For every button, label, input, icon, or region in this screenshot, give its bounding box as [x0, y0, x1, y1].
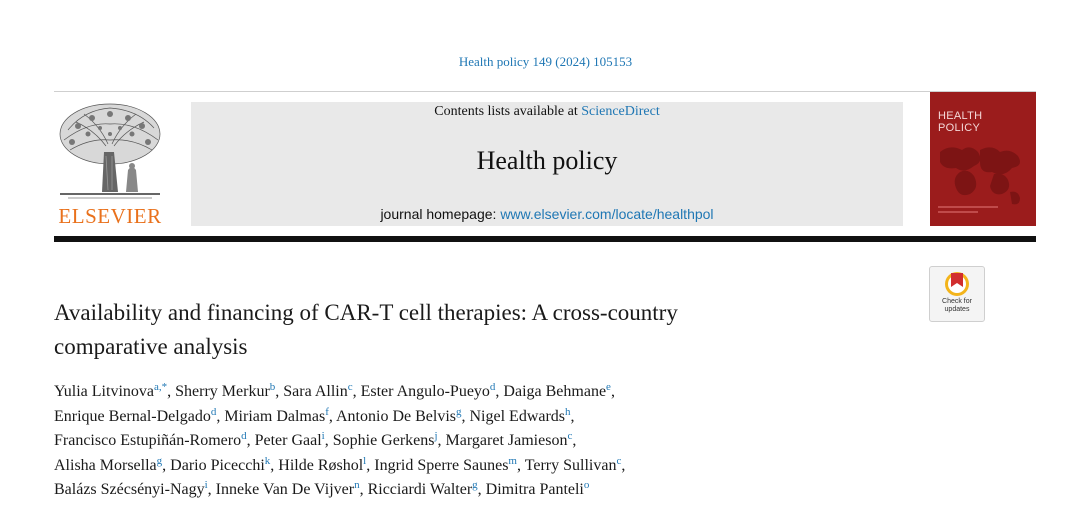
journal-cover-image[interactable]: [930, 92, 1036, 226]
author-affiliation-marker[interactable]: k: [264, 454, 271, 467]
cover-title-line1: HEALTH: [938, 110, 983, 122]
article-title-line1: Availability and financing of CAR-T cell therapies: A cross-country: [54, 300, 678, 325]
homepage-prefix: journal homepage:: [380, 206, 501, 222]
author-name[interactable]: Sophie Gerkens: [332, 432, 435, 449]
author-name[interactable]: Ester Angulo-Pueyo: [360, 383, 490, 400]
check-updates-line1: Check for: [942, 298, 972, 305]
author-affiliation-marker[interactable]: o: [583, 479, 590, 491]
author-name[interactable]: Terry Sullivan: [524, 456, 617, 474]
check-updates-icon: [930, 267, 984, 299]
journal-citation[interactable]: [0, 54, 1091, 70]
header-bottom-rule: [54, 236, 1036, 242]
author-affiliation-marker[interactable]: d: [489, 381, 496, 393]
author-line: Francisco Estupiñán-Romero$^d$, Peter Gaal$^i$, Sophie Gerkens$^j$, Margaret Jamieson$^c$,: [54, 430, 577, 449]
check-updates-label: [930, 298, 984, 314]
author-name[interactable]: Nigel Edwards: [469, 407, 566, 425]
check-for-updates-button[interactable]: [929, 266, 985, 322]
journal-homepage: [191, 206, 903, 222]
author-affiliation-marker[interactable]: f: [325, 405, 329, 418]
author-affiliation-marker[interactable]: n: [354, 479, 360, 491]
check-updates-line2: updates: [944, 306, 970, 313]
elsevier-logo[interactable]: [54, 100, 166, 228]
author-affiliation-marker[interactable]: d: [210, 405, 217, 418]
author-line: Alisha Morsella$^g$, Dario Picecchi$^k$, Hilde Røshol$^l$, Ingrid Sperre Saunes$^m$, Terry Sullivan$^c$,: [54, 454, 626, 474]
homepage-link[interactable]: www.elsevier.com/locate/healthpol: [500, 206, 714, 222]
journal-title: Health policy: [476, 146, 618, 175]
article-title-line2: comparative analysis: [54, 334, 248, 359]
author-name[interactable]: Dario Picecchi: [170, 456, 265, 474]
author-affiliation-marker[interactable]: g: [456, 405, 462, 418]
elsevier-wordmark: ELSEVIER: [58, 204, 162, 228]
author-affiliation-marker[interactable]: c: [567, 430, 573, 442]
author-affiliation-marker[interactable]: l: [363, 454, 367, 467]
author-name[interactable]: Antonio De Belvis: [336, 407, 456, 425]
author-name[interactable]: Enrique Bernal-Delgado: [54, 407, 211, 425]
author-name[interactable]: Balázs Szécsényi-Nagy: [54, 481, 205, 498]
author-name[interactable]: Ricciardi Walter: [367, 481, 473, 498]
author-list: [54, 380, 954, 503]
author-affiliation-marker[interactable]: m: [508, 454, 517, 467]
author-name[interactable]: Sara Allin: [283, 383, 348, 400]
author-name[interactable]: Inneke Van De Vijver: [215, 481, 355, 498]
author-affiliation-marker[interactable]: j: [434, 430, 438, 442]
author-affiliation-marker[interactable]: c: [347, 381, 353, 393]
author-name[interactable]: Hilde Røshol: [278, 456, 364, 474]
sciencedirect-link[interactable]: ScienceDirect: [581, 104, 660, 119]
cover-title: [938, 110, 1030, 134]
header-top-rule: [54, 91, 1036, 92]
author-line: Yulia Litvinova$^{a,*}$, Sherry Merkur$^b$, Sara Allin$^c$, Ester Angulo-Pueyo$^d$, Daiga Behmane$^e$,: [54, 381, 615, 400]
journal-banner: [191, 102, 903, 226]
author-name[interactable]: Margaret Jamieson: [445, 432, 568, 449]
author-name[interactable]: Daiga Behmane: [503, 383, 607, 400]
author-name[interactable]: Alisha Morsella: [54, 456, 157, 474]
author-affiliation-marker[interactable]: e: [606, 381, 611, 393]
author-name[interactable]: Yulia Litvinova: [54, 383, 154, 400]
author-affiliation-marker[interactable]: i: [321, 430, 325, 442]
author-affiliation-marker[interactable]: h: [565, 405, 571, 418]
author-affiliation-marker[interactable]: d: [241, 430, 247, 442]
author-affiliation-marker[interactable]: g: [472, 479, 478, 491]
author-affiliation-marker[interactable]: a,*: [153, 381, 168, 393]
author-affiliation-marker[interactable]: b: [269, 381, 276, 393]
cover-title-line2: POLICY: [938, 122, 981, 134]
author-affiliation-marker[interactable]: c: [616, 454, 622, 467]
article-title: [54, 296, 874, 364]
author-line: Enrique Bernal-Delgado$^d$, Miriam Dalmas$^f$, Antonio De Belvis$^g$, Nigel Edwards$^h$,: [54, 405, 575, 425]
contents-availability: [191, 104, 903, 120]
author-name[interactable]: Dimitra Panteli: [485, 481, 584, 498]
author-name[interactable]: Peter Gaal: [254, 432, 322, 449]
author-affiliation-marker[interactable]: g: [156, 454, 163, 467]
author-name[interactable]: Ingrid Sperre Saunes: [374, 456, 509, 474]
contents-prefix: Contents lists available at: [434, 104, 582, 119]
citation-link[interactable]: Health policy 149 (2024) 105153: [458, 54, 633, 69]
author-name[interactable]: Miriam Dalmas: [224, 407, 326, 425]
author-name[interactable]: Francisco Estupiñán-Romero: [54, 432, 242, 449]
elsevier-tree-icon: [54, 100, 166, 202]
author-line: Balázs Szécsényi-Nagy$^i$, Inneke Van De Vijver$^n$, Ricciardi Walter$^g$, Dimitra Panteli$^o$: [54, 479, 590, 498]
author-affiliation-marker[interactable]: i: [204, 479, 208, 491]
author-name[interactable]: Sherry Merkur: [175, 383, 270, 400]
